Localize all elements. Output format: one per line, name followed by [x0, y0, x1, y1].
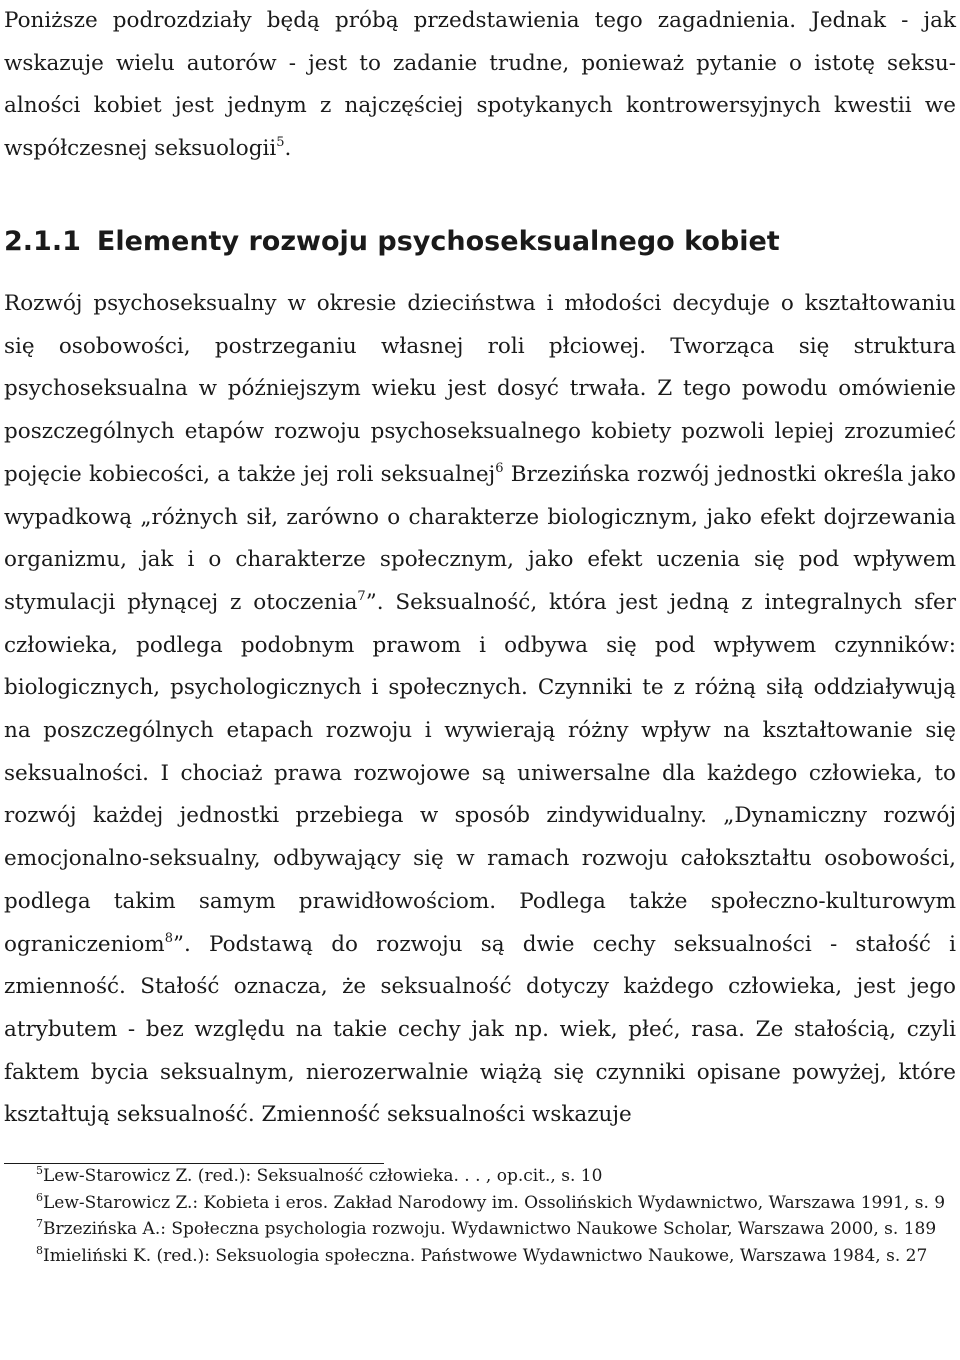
section-title: Elementy rozwoju psychoseksualnego kobiet	[96, 226, 780, 257]
section-number: 2.1.1	[4, 226, 81, 257]
footnote-item	[4, 1216, 956, 1243]
footnote-text: Imieliński K. (red.): Seksuologia społeczna. Państwowe Wydawnictwo Naukowe, Warszawa 1984, s. 27	[43, 1245, 928, 1266]
footnote-mark: 8	[36, 1243, 43, 1257]
body-text-2: Brzezińska rozwój jednostki określa jako wypadkową „różnych sił, zarówno o charakterze biologicznym, jako efekt dojrzewania organizmu, jak i o charakterze społecznym, jako efekt uczenia się pod wpływem stymulacji płynącej z otoczenia	[4, 461, 956, 615]
footnote-item	[4, 1163, 956, 1190]
intro-text-end: .	[284, 136, 292, 162]
footnote-mark: 7	[36, 1217, 43, 1230]
footnote-ref-6: 6	[495, 460, 504, 476]
footnote-text: Lew-Starowicz Z.: Kobieta i eros. Zakład Narodowy im. Ossolińskich Wydawnictwo, Warszawa 1991, s. 9	[43, 1192, 946, 1213]
body-text-4: ”. Podstawą do rozwoju są dwie cechy seksualności - stałość i zmienność. Stałość oznacza, że seksualność dotyczy każdego człowieka, jest jego atrybutem - bez względu na takie cechy jak np. wiek, płeć, rasa. Ze stałością, czyli faktem bycia seksualnym, nierozerwalnie wiążą się czynniki opisane powyżej, które kształtują seksualność. Zmienność seksualności wskazuje	[4, 931, 956, 1128]
intro-paragraph	[4, 0, 956, 171]
footnote-text: Lew-Starowicz Z. (red.): Seksualność człowieka. . . , op.cit., s. 10	[43, 1166, 603, 1186]
footnote-text: Brzezińska A.: Społeczna psychologia rozwoju. Wydawnictwo Naukowe Scholar, Warszawa 2000, s. 189	[43, 1219, 937, 1239]
footnote-ref-8: 8	[164, 930, 173, 946]
intro-text: Poniższe podrozdziały będą próbą przedstawienia tego zagadnienia. Jednak - jak wskazuje wielu autorów - jest to zadanie trudne, ponieważ pytanie o istotę seksualności kobiet jest jednym z najczęściej spotykanych kontrowersyjnych kwestii we współczesnej seksuologii	[4, 8, 956, 162]
footnote-mark: 6	[36, 1190, 43, 1204]
body-paragraph	[4, 283, 956, 1137]
footnote-ref-7: 7	[357, 588, 366, 604]
footnote-ref-5: 5	[276, 135, 285, 151]
footnote-item	[4, 1190, 956, 1217]
section-heading	[4, 220, 780, 264]
footnote-item	[4, 1243, 956, 1270]
footnote-mark: 5	[36, 1164, 43, 1177]
footnotes-list	[4, 1163, 956, 1269]
body-text-1: Rozwój psychoseksualny w okresie dzieciństwa i młodości decyduje o kształtowaniu się osobowości, postrzeganiu własnej roli płciowej. Tworząca się struktura psychoseksualna w późniejszym wieku jest dosyć trwała. Z tego powodu omówienie poszczególnych etapów rozwoju psychoseksualnego kobiety pozwoli lepiej zrozumieć pojęcie kobiecości, a także jej roli seksualnej	[4, 291, 956, 487]
body-text-3: ”. Seksualność, która jest jedną z integralnych sfer człowieka, podlega podobnym prawom i odbywa się pod wpływem czynników: biologicznych, psychologicznych i społecznych. Czynniki te z różną siłą oddziaływują na poszczególnych etapach rozwoju i wywierają różny wpływ na kształtowanie się seksualności. I chociaż prawa rozwojowe są uniwersalne dla każdego człowieka, to rozwój każdej jednostki przebiega w sposób zindywidualny. „Dynamiczny rozwój emocjonalno-seksualny, odbywający się w ramach rozwoju całokształtu osobowości, podlega takim samym prawidłowościom. Podlega także społeczno-kulturowym ograniczeniom	[4, 589, 956, 957]
